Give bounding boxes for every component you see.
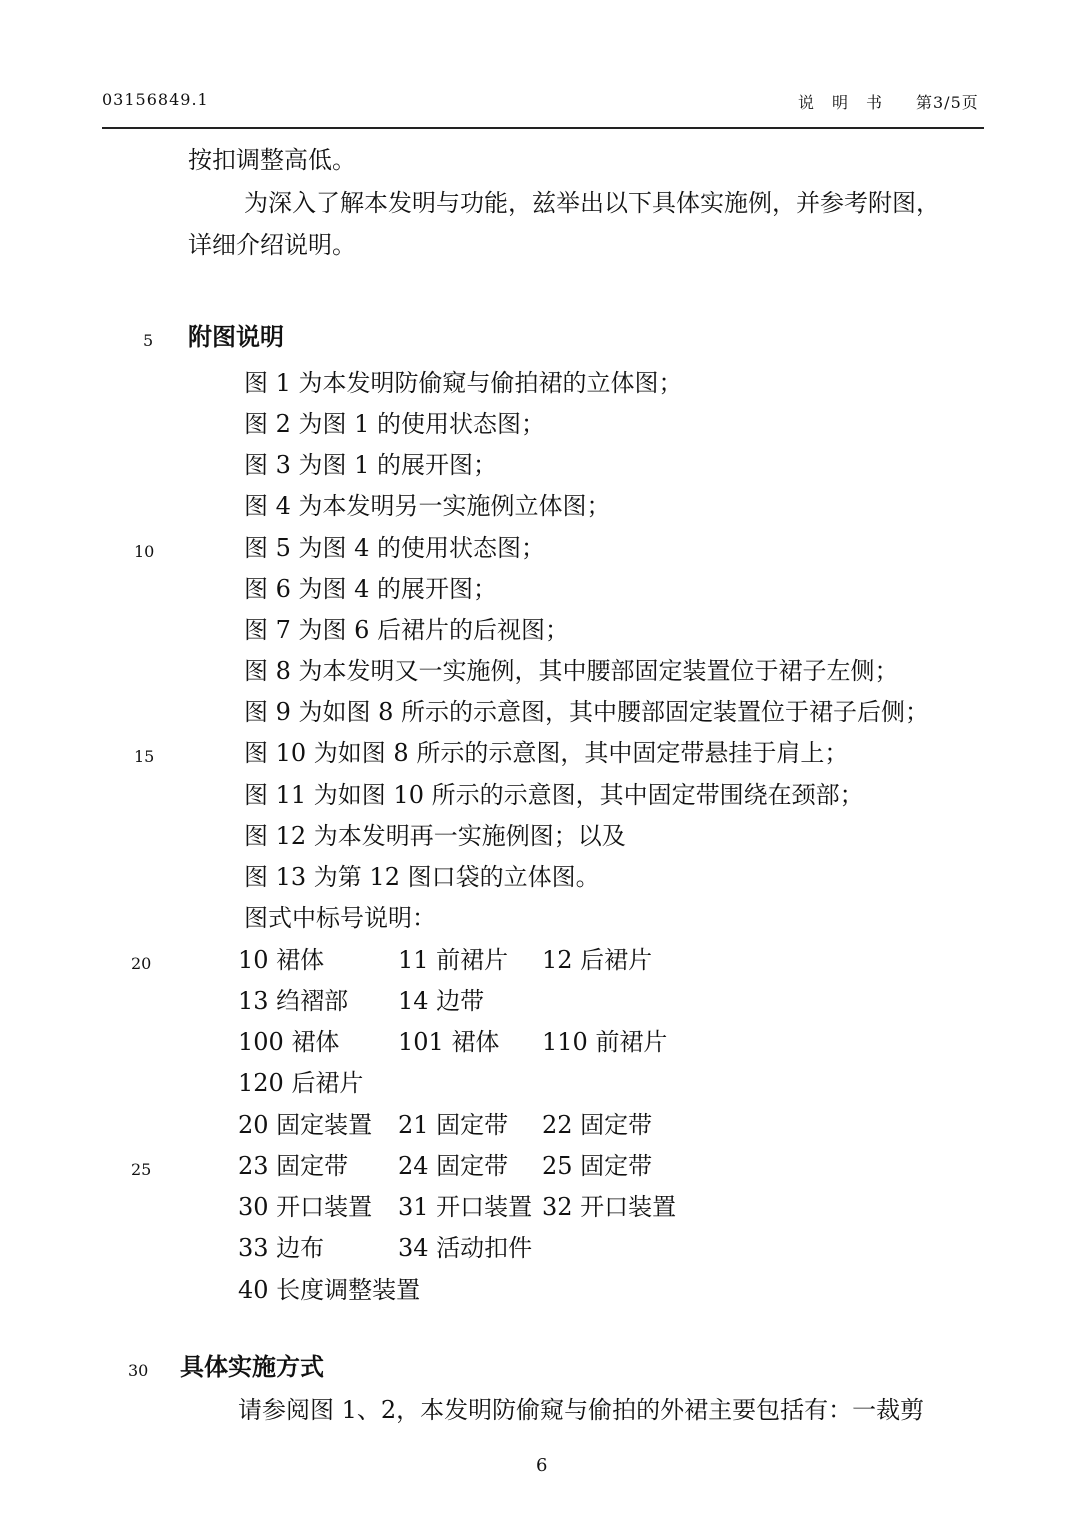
header-rule xyxy=(102,127,984,129)
page-info: 第3/5页 xyxy=(916,93,979,112)
legend-cell: 14 边带 xyxy=(398,987,485,1015)
figure-item: 图 12 为本发明再一实施例图；以及 xyxy=(244,822,626,850)
figure-item: 图 5 为图 4 的使用状态图； xyxy=(244,534,546,562)
legend-cell: 33 边布 xyxy=(238,1234,325,1262)
figure-item: 图 3 为图 1 的展开图； xyxy=(244,451,498,479)
paragraph-line: 为深入了解本发明与功能，兹举出以下具体实施例，并参考附图， xyxy=(244,189,940,217)
line-number: 30 xyxy=(128,1361,149,1380)
paragraph-line: 详细介绍说明。 xyxy=(188,231,356,259)
legend-cell: 23 固定带 xyxy=(238,1152,349,1180)
legend-cell: 21 固定带 xyxy=(398,1111,509,1139)
figure-item: 图 1 为本发明防偷窥与偷拍裙的立体图； xyxy=(244,369,683,397)
figure-item: 图 13 为第 12 图口袋的立体图。 xyxy=(244,863,600,891)
legend-cell: 30 开口装置 xyxy=(238,1193,373,1221)
legend-cell: 31 开口装置 xyxy=(398,1193,533,1221)
legend-cell: 24 固定带 xyxy=(398,1152,509,1180)
paragraph-line: 请参阅图 1、2，本发明防偷窥与偷拍的外裙主要包括有：一裁剪 xyxy=(238,1396,925,1424)
section-heading-embodiment: 具体实施方式 xyxy=(180,1352,324,1381)
legend-cell: 10 裙体 xyxy=(238,946,325,974)
legend-cell: 32 开口装置 xyxy=(542,1193,677,1221)
figure-item: 图 6 为图 4 的展开图； xyxy=(244,575,498,603)
figure-item: 图 8 为本发明又一实施例，其中腰部固定装置位于裙子左侧； xyxy=(244,657,899,685)
line-number: 25 xyxy=(131,1160,152,1179)
legend-cell: 110 前裙片 xyxy=(542,1028,668,1056)
legend-title: 图式中标号说明： xyxy=(244,904,436,932)
legend-cell: 13 绉褶部 xyxy=(238,987,349,1015)
line-number: 15 xyxy=(134,747,155,766)
legend-cell: 12 后裙片 xyxy=(542,946,653,974)
figure-item: 图 4 为本发明另一实施例立体图； xyxy=(244,492,611,520)
page-number: 6 xyxy=(536,1455,548,1476)
document-number: 03156849.1 xyxy=(102,90,209,109)
figure-item: 图 7 为图 6 后裙片的后视图； xyxy=(244,616,570,644)
paragraph-line: 按扣调整高低。 xyxy=(188,146,356,174)
legend-cell: 40 长度调整装置 xyxy=(238,1276,421,1304)
section-heading-figures: 附图说明 xyxy=(188,322,284,351)
figure-item: 图 9 为如图 8 所示的示意图，其中腰部固定装置位于裙子后侧； xyxy=(244,698,930,726)
legend-cell: 20 固定装置 xyxy=(238,1111,373,1139)
document-type: 说 明 书 xyxy=(798,93,884,112)
line-number: 10 xyxy=(134,542,155,561)
legend-cell: 11 前裙片 xyxy=(398,946,509,974)
legend-cell: 120 后裙片 xyxy=(238,1069,364,1097)
figure-item: 图 2 为图 1 的使用状态图； xyxy=(244,410,546,438)
legend-cell: 101 裙体 xyxy=(398,1028,500,1056)
legend-cell: 22 固定带 xyxy=(542,1111,653,1139)
legend-cell: 25 固定带 xyxy=(542,1152,653,1180)
legend-cell: 100 裙体 xyxy=(238,1028,340,1056)
line-number: 20 xyxy=(131,954,152,973)
line-number: 5 xyxy=(143,331,154,350)
figure-item: 图 10 为如图 8 所示的示意图，其中固定带悬挂于肩上； xyxy=(244,739,849,767)
legend-cell: 34 活动扣件 xyxy=(398,1234,533,1262)
figure-item: 图 11 为如图 10 所示的示意图，其中固定带围绕在颈部； xyxy=(244,781,864,809)
